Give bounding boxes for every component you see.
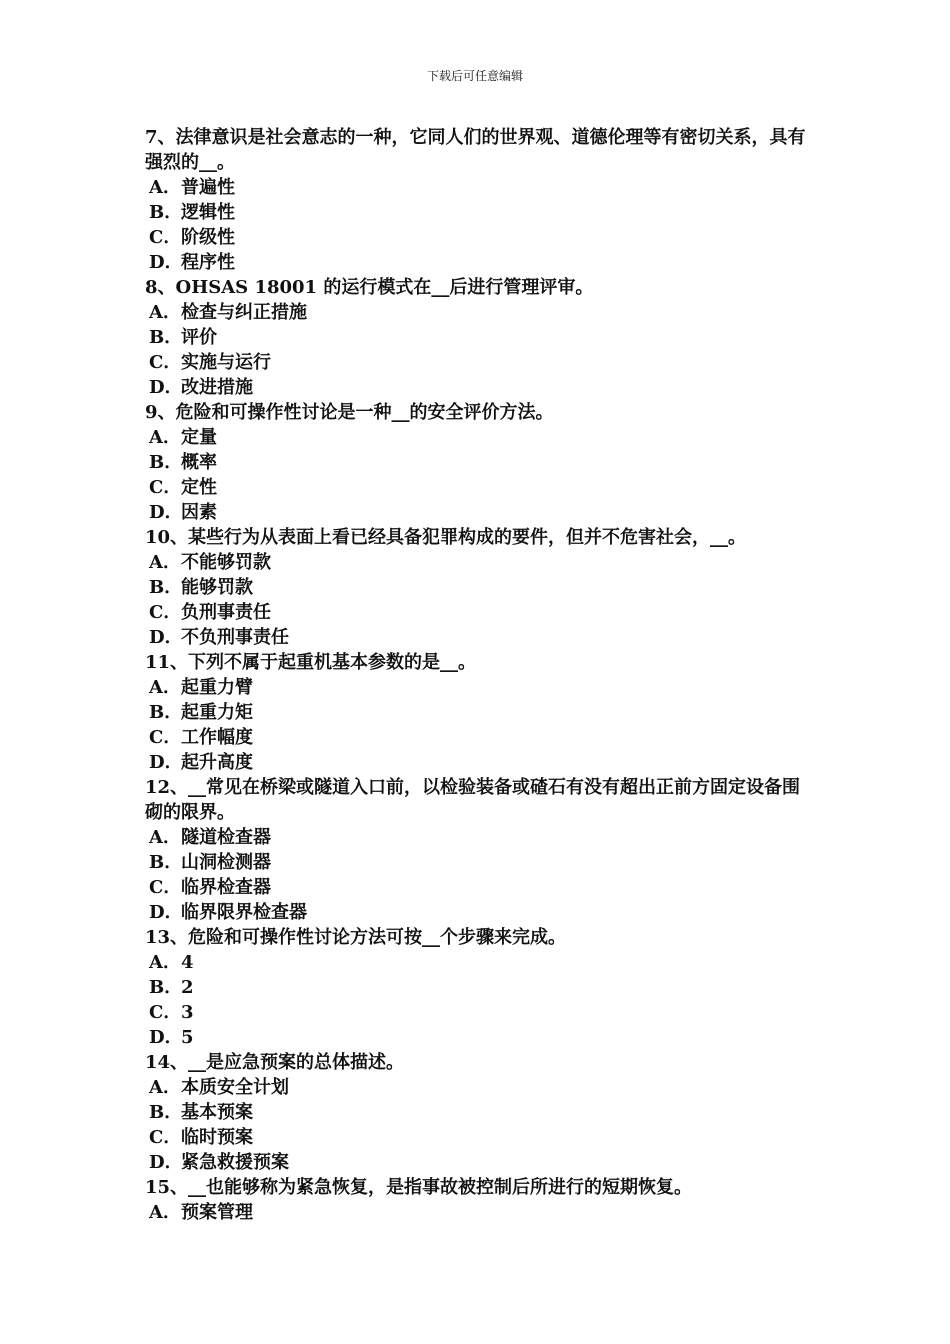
option-d [145,375,815,400]
option-text: 普遍性 [181,177,235,198]
option-letter: D． [149,1027,183,1048]
option-b [145,975,815,1000]
option-letter: C． [149,1002,182,1023]
question-stem: 14、__是应急预案的总体描述。 [145,1052,405,1073]
option-text: 2 [181,977,194,998]
question-7 [145,125,815,275]
option-text: 3 [181,1002,194,1023]
question-list [145,125,815,1225]
option-text: 临界限界检查器 [181,902,307,923]
option-d [145,500,815,525]
question-stem: 10、某些行为从表面上看已经具备犯罪构成的要件，但并不危害社会，__。 [145,527,747,548]
option-text: 不能够罚款 [181,552,271,573]
option-text: 改进措施 [181,377,253,398]
option-letter: D． [149,752,183,773]
option-text: 实施与运行 [181,352,271,373]
option-text: 阶级性 [181,227,235,248]
option-b [145,700,815,725]
option-b [145,450,815,475]
option-letter: C． [149,727,182,748]
option-d [145,900,815,925]
option-text: 山洞检测器 [181,852,271,873]
question-14 [145,1050,815,1175]
option-letter: A． [149,1077,181,1098]
option-letter: D． [149,377,183,398]
option-text: 起重力臂 [181,677,253,698]
option-letter: A． [149,827,181,848]
option-letter: B． [149,977,183,998]
option-b [145,325,815,350]
option-text: 临时预案 [181,1127,253,1148]
option-letter: A． [149,552,181,573]
option-text: 因素 [181,502,217,523]
question-12 [145,775,815,925]
option-text: 起重力矩 [181,702,253,723]
option-text: 工作幅度 [181,727,253,748]
option-text: 检查与纠正措施 [181,302,307,323]
option-letter: B． [149,202,183,223]
question-13 [145,925,815,1050]
option-letter: B． [149,1102,183,1123]
option-letter: D． [149,502,183,523]
option-letter: D． [149,1152,183,1173]
option-letter: B． [149,852,183,873]
option-letter: C． [149,1127,182,1148]
question-10 [145,525,815,650]
option-letter: C． [149,477,182,498]
option-a [145,300,815,325]
option-letter: C． [149,602,182,623]
option-text: 紧急救援预案 [181,1152,289,1173]
option-text: 本质安全计划 [181,1077,289,1098]
option-letter: B． [149,327,183,348]
question-stem: 15、__也能够称为紧急恢复，是指事故被控制后所进行的短期恢复。 [145,1177,693,1198]
option-letter: D． [149,627,183,648]
option-letter: A． [149,302,181,323]
option-c [145,350,815,375]
option-d [145,625,815,650]
option-text: 起升高度 [181,752,253,773]
option-b [145,850,815,875]
option-b [145,575,815,600]
question-stem: 12、__常见在桥梁或隧道入口前，以检验装备或碴石有没有超出正前方固定设备围砌的限界。 [145,777,801,823]
option-letter: B． [149,452,183,473]
question-stem: 13、危险和可操作性讨论方法可按__个步骤来完成。 [145,927,567,948]
option-letter: C． [149,227,182,248]
option-a [145,825,815,850]
option-d [145,250,815,275]
option-text: 临界检查器 [181,877,271,898]
question-11 [145,650,815,775]
option-letter: B． [149,702,183,723]
option-letter: A． [149,952,181,973]
option-letter: A． [149,1202,181,1223]
option-text: 5 [181,1027,194,1048]
question-stem: 9、危险和可操作性讨论是一种__的安全评价方法。 [145,402,554,423]
option-text: 4 [181,952,194,973]
option-b [145,200,815,225]
option-a [145,1200,815,1225]
option-text: 隧道检查器 [181,827,271,848]
option-letter: C． [149,352,182,373]
option-a [145,1075,815,1100]
option-d [145,1150,815,1175]
option-text: 逻辑性 [181,202,235,223]
option-letter: B． [149,577,183,598]
option-text: 基本预案 [181,1102,253,1123]
option-c [145,600,815,625]
option-a [145,950,815,975]
option-text: 程序性 [181,252,235,273]
question-8 [145,275,815,400]
option-text: 概率 [181,452,217,473]
option-letter: A． [149,677,181,698]
option-text: 能够罚款 [181,577,253,598]
question-stem: 8、OHSAS 18001 的运行模式在__后进行管理评审。 [145,277,594,298]
question-stem: 11、下列不属于起重机基本参数的是__。 [145,652,477,673]
option-text: 定性 [181,477,217,498]
page-header: 下载后可任意编辑 [426,69,523,83]
option-a [145,550,815,575]
option-text: 定量 [181,427,217,448]
option-letter: D． [149,902,183,923]
option-c [145,225,815,250]
question-15 [145,1175,815,1225]
option-text: 负刑事责任 [181,602,271,623]
option-text: 预案管理 [181,1202,253,1223]
option-c [145,1125,815,1150]
option-d [145,1025,815,1050]
option-letter: C． [149,877,182,898]
question-9 [145,400,815,525]
option-a [145,175,815,200]
option-a [145,675,815,700]
option-letter: D． [149,252,183,273]
option-b [145,1100,815,1125]
option-c [145,875,815,900]
option-text: 不负刑事责任 [181,627,289,648]
option-d [145,750,815,775]
option-c [145,1000,815,1025]
question-stem: 7、法律意识是社会意志的一种，它同人们的世界观、道德伦理等有密切关系，具有强烈的__。 [145,127,806,173]
option-letter: A． [149,427,181,448]
option-c [145,475,815,500]
option-letter: A． [149,177,181,198]
option-a [145,425,815,450]
option-c [145,725,815,750]
option-text: 评价 [181,327,217,348]
